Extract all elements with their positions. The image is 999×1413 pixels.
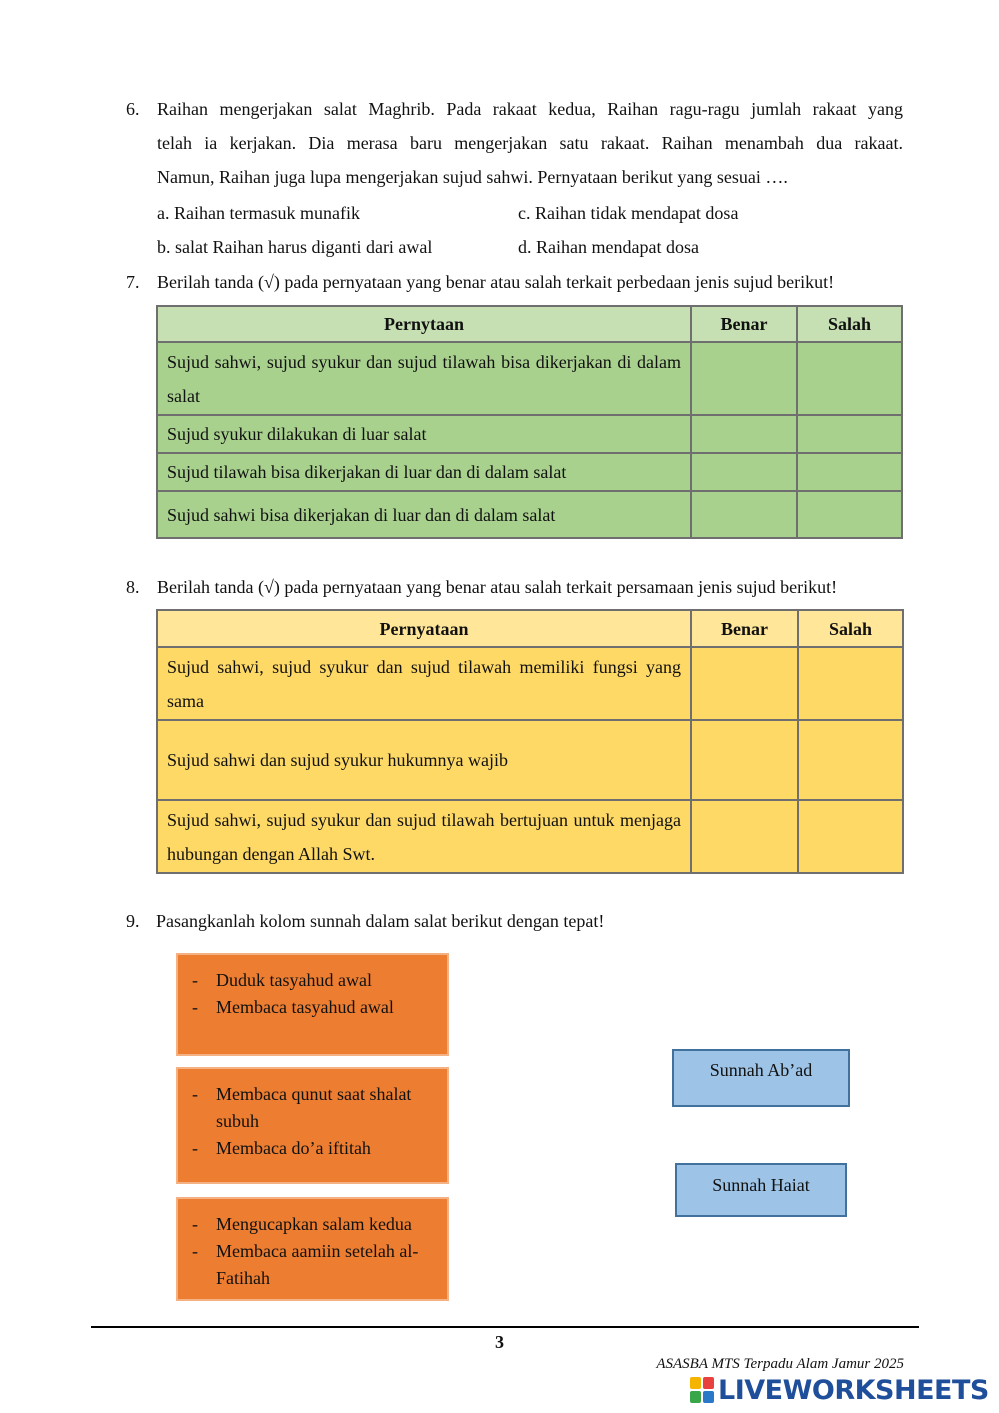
dash-bullet: - [192,1138,198,1158]
question-6-line-1: Raihan mengerjakan salat Maghrib. Pada rakaat kedua, Raihan ragu-ragu jumlah rakaat yang [157,99,903,119]
q7-row-4-benar-cell[interactable] [691,491,797,538]
q7-row-1-benar-cell[interactable] [691,342,797,415]
option-a[interactable]: a. Raihan termasuk munafik [157,203,360,223]
match-item-text: Membaca tasyahud awal [216,997,394,1017]
liveworksheets-icon [690,1377,714,1403]
question-6-line-2: telah ia kerjakan. Dia merasa baru mengerjakan satu rakaat. Raihan menambah dua rakaat. [157,133,903,153]
footer-note: ASASBA MTS Terpadu Alam Jamur 2025 [656,1356,904,1372]
match-item-text: Duduk tasyahud awal [216,970,372,990]
match-box-left-2[interactable] [176,1067,449,1184]
q7-row-4-salah-cell[interactable] [797,491,902,538]
q8-table [156,609,904,874]
question-9-text: Pasangkanlah kolom sunnah dalam salat berikut dengan tepat! [156,911,605,931]
dash-bullet: - [192,1084,198,1104]
q7-header-benar: Benar [691,306,797,342]
question-8-text: Berilah tanda (√) pada pernyataan yang benar atau salah terkait persamaan jenis sujud berikut! [157,577,838,597]
question-7-number: 7. [126,272,140,292]
option-c[interactable]: c. Raihan tidak mendapat dosa [518,203,739,223]
q8-row-2-salah-cell[interactable] [798,720,903,800]
question-9-number: 9. [126,911,140,931]
match-box-left-1[interactable] [176,953,449,1056]
match-item-text: Membaca aamiin setelah al-Fatihah [216,1241,419,1288]
dash-bullet: - [192,1241,198,1261]
dash-bullet: - [192,997,198,1017]
liveworksheets-logo [690,1374,989,1406]
question-7-text: Berilah tanda (√) pada pernyataan yang benar atau salah terkait perbedaan jenis sujud berikut! [157,272,835,292]
q8-statement-3: Sujud sahwi, sujud syukur dan sujud tilawah bertujuan untuk menjaga hubungan dengan Allah Swt. [157,800,691,873]
match-item [190,1081,437,1135]
question-6-text [157,92,903,194]
q8-row-3-benar-cell[interactable] [691,800,798,873]
q7-header-salah: Salah [797,306,902,342]
q7-statement-1: Sujud sahwi, sujud syukur dan sujud tilawah bisa dikerjakan di dalam salat [157,342,691,415]
match-item-text: Mengucapkan salam kedua [216,1214,412,1234]
q7-statement-2: Sujud syukur dilakukan di luar salat [157,415,691,453]
match-box-right-sunnah-haiat[interactable]: Sunnah Haiat [675,1163,847,1217]
q7-header-statement: Pernytaan [157,306,691,342]
question-6-line-3: Namun, Raihan juga lupa mengerjakan sujud sahwi. Pernyataan berikut yang sesuai …. [157,167,788,187]
q8-header-salah: Salah [798,610,903,647]
match-item [190,967,437,994]
option-d[interactable]: d. Raihan mendapat dosa [518,237,699,257]
q8-statement-1: Sujud sahwi, sujud syukur dan sujud tilawah memiliki fungsi yang sama [157,647,691,720]
footer-divider [91,1326,919,1328]
match-item-text: Membaca qunut saat shalat subuh [216,1084,412,1131]
match-item [190,994,437,1021]
match-item [190,1135,437,1162]
match-box-right-sunnah-abad[interactable]: Sunnah Ab’ad [672,1049,850,1107]
dash-bullet: - [192,970,198,990]
page-number: 3 [495,1332,504,1352]
q8-row-1-benar-cell[interactable] [691,647,798,720]
q7-row-1-salah-cell[interactable] [797,342,902,415]
option-b[interactable]: b. salat Raihan harus diganti dari awal [157,237,433,257]
q8-row-1-salah-cell[interactable] [798,647,903,720]
q8-row-3-salah-cell[interactable] [798,800,903,873]
question-8-number: 8. [126,577,140,597]
q7-row-3-salah-cell[interactable] [797,453,902,491]
q8-statement-2: Sujud sahwi dan sujud syukur hukumnya wajib [157,720,691,800]
match-item [190,1211,437,1238]
q7-row-2-benar-cell[interactable] [691,415,797,453]
match-box-left-3[interactable] [176,1197,449,1301]
dash-bullet: - [192,1214,198,1234]
q7-statement-3: Sujud tilawah bisa dikerjakan di luar dan di dalam salat [157,453,691,491]
match-item [190,1238,437,1292]
q7-table [156,305,903,539]
q7-row-3-benar-cell[interactable] [691,453,797,491]
question-6-number: 6. [126,99,140,119]
match-item-text: Membaca do’a iftitah [216,1138,371,1158]
q8-header-statement: Pernyataan [157,610,691,647]
liveworksheets-wordmark: LIVEWORKSHEETS [718,1374,989,1406]
q8-row-2-benar-cell[interactable] [691,720,798,800]
q7-statement-4: Sujud sahwi bisa dikerjakan di luar dan di dalam salat [157,491,691,538]
q7-row-2-salah-cell[interactable] [797,415,902,453]
q8-header-benar: Benar [691,610,798,647]
